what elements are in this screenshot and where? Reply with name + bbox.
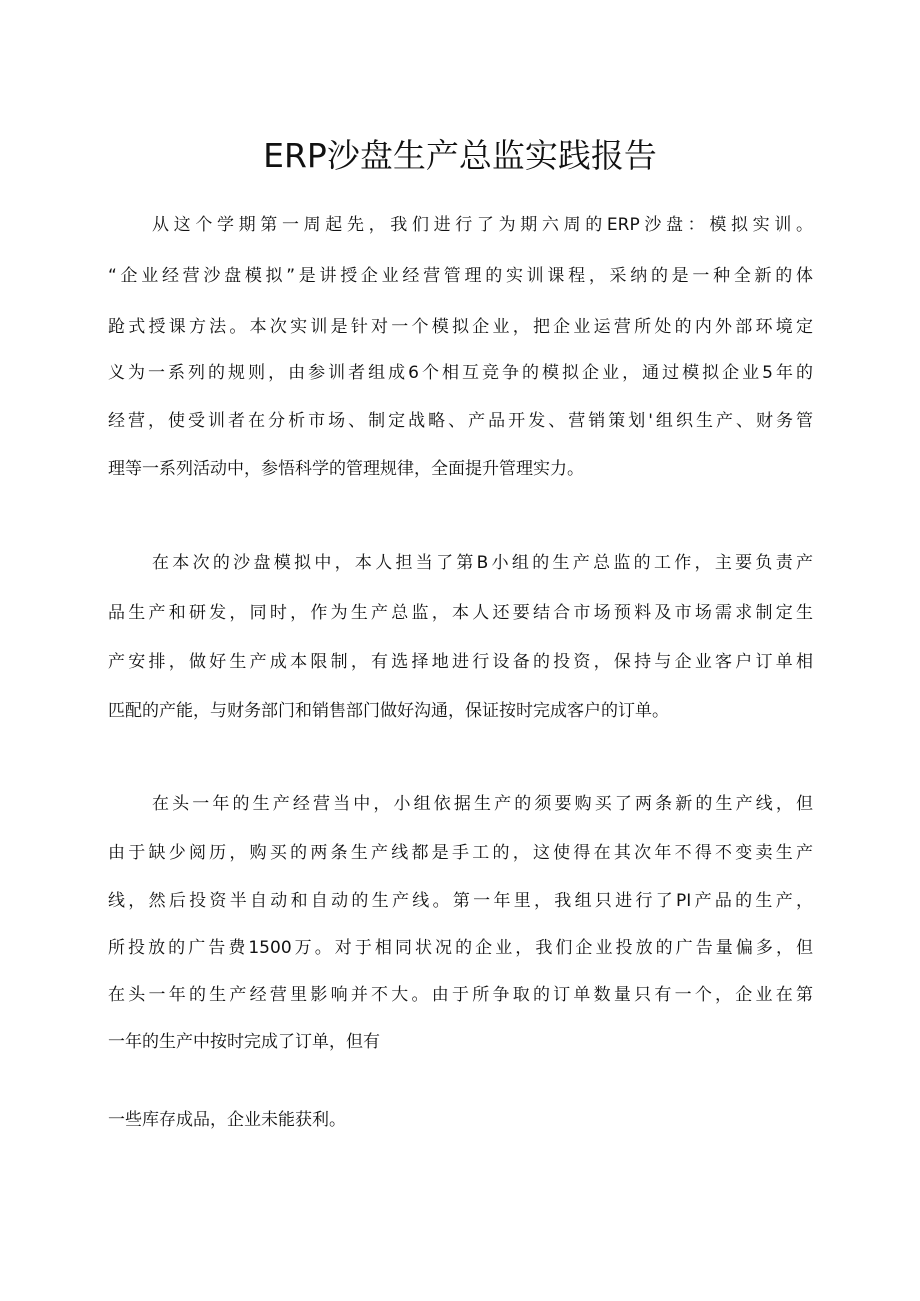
paragraph-line: 品生产和研发，同时，作为生产总监，本人还要结合市场预料及市场需求制定生 xyxy=(108,603,813,623)
paragraph-line: 一年的生产中按时完成了订单，但有 xyxy=(108,1032,380,1052)
paragraph-line: 产安排，做好生产成本限制，有选择地进行设备的投资，保持与企业客户订单相 xyxy=(108,652,813,672)
paragraph-line: 经营，使受训者在分析市场、制定战略、产品开发、营销策划'组织生产、财务管 xyxy=(108,411,813,431)
paragraph-line: 理等一系列活动中，参悟科学的管理规律，全面提升管理实力。 xyxy=(108,459,584,479)
paragraph-line: 从这个学期第一周起先，我们进行了为期六周的ERP沙盘：模拟实训。 xyxy=(152,215,813,235)
paragraph-line: 跄式授课方法。本次实训是针对一个模拟企业，把企业运营所处的内外部环境定 xyxy=(108,317,813,337)
paragraph-line: 在头一年的生产经营里影响并不大。由于所争取的订单数量只有一个，企业在第 xyxy=(108,985,813,1005)
paragraph-line: “企业经营沙盘模拟”是讲授企业经营管理的实训课程，采纳的是一种全新的体 xyxy=(108,266,813,286)
paragraph-line: 所投放的广告费1500万。对于相同状况的企业，我们企业投放的广告量偏多，但 xyxy=(108,938,813,958)
paragraph-line: 义为一系列的规则，由参训者组成6个相互竞争的模拟企业，通过模拟企业5年的 xyxy=(108,363,813,383)
paragraph-line: 一些库存成品，企业未能获利。 xyxy=(108,1110,346,1130)
paragraph-line: 由于缺少阅历，购买的两条生产线都是手工的，这使得在其次年不得不变卖生产 xyxy=(108,843,813,863)
document-title: ERP沙盘生产总监实践报告 xyxy=(263,136,657,176)
paragraph-line: 线，然后投资半自动和自动的生产线。第一年里，我组只进行了PI产品的生产， xyxy=(108,891,813,911)
paragraph-line: 匹配的产能，与财务部门和销售部门做好沟通，保证按时完成客户的订单。 xyxy=(108,701,669,721)
paragraph-line: 在头一年的生产经营当中，小组依据生产的须要购买了两条新的生产线，但 xyxy=(152,794,813,814)
paragraph-line: 在本次的沙盘模拟中，本人担当了第B小组的生产总监的工作，主要负责产 xyxy=(152,553,813,573)
